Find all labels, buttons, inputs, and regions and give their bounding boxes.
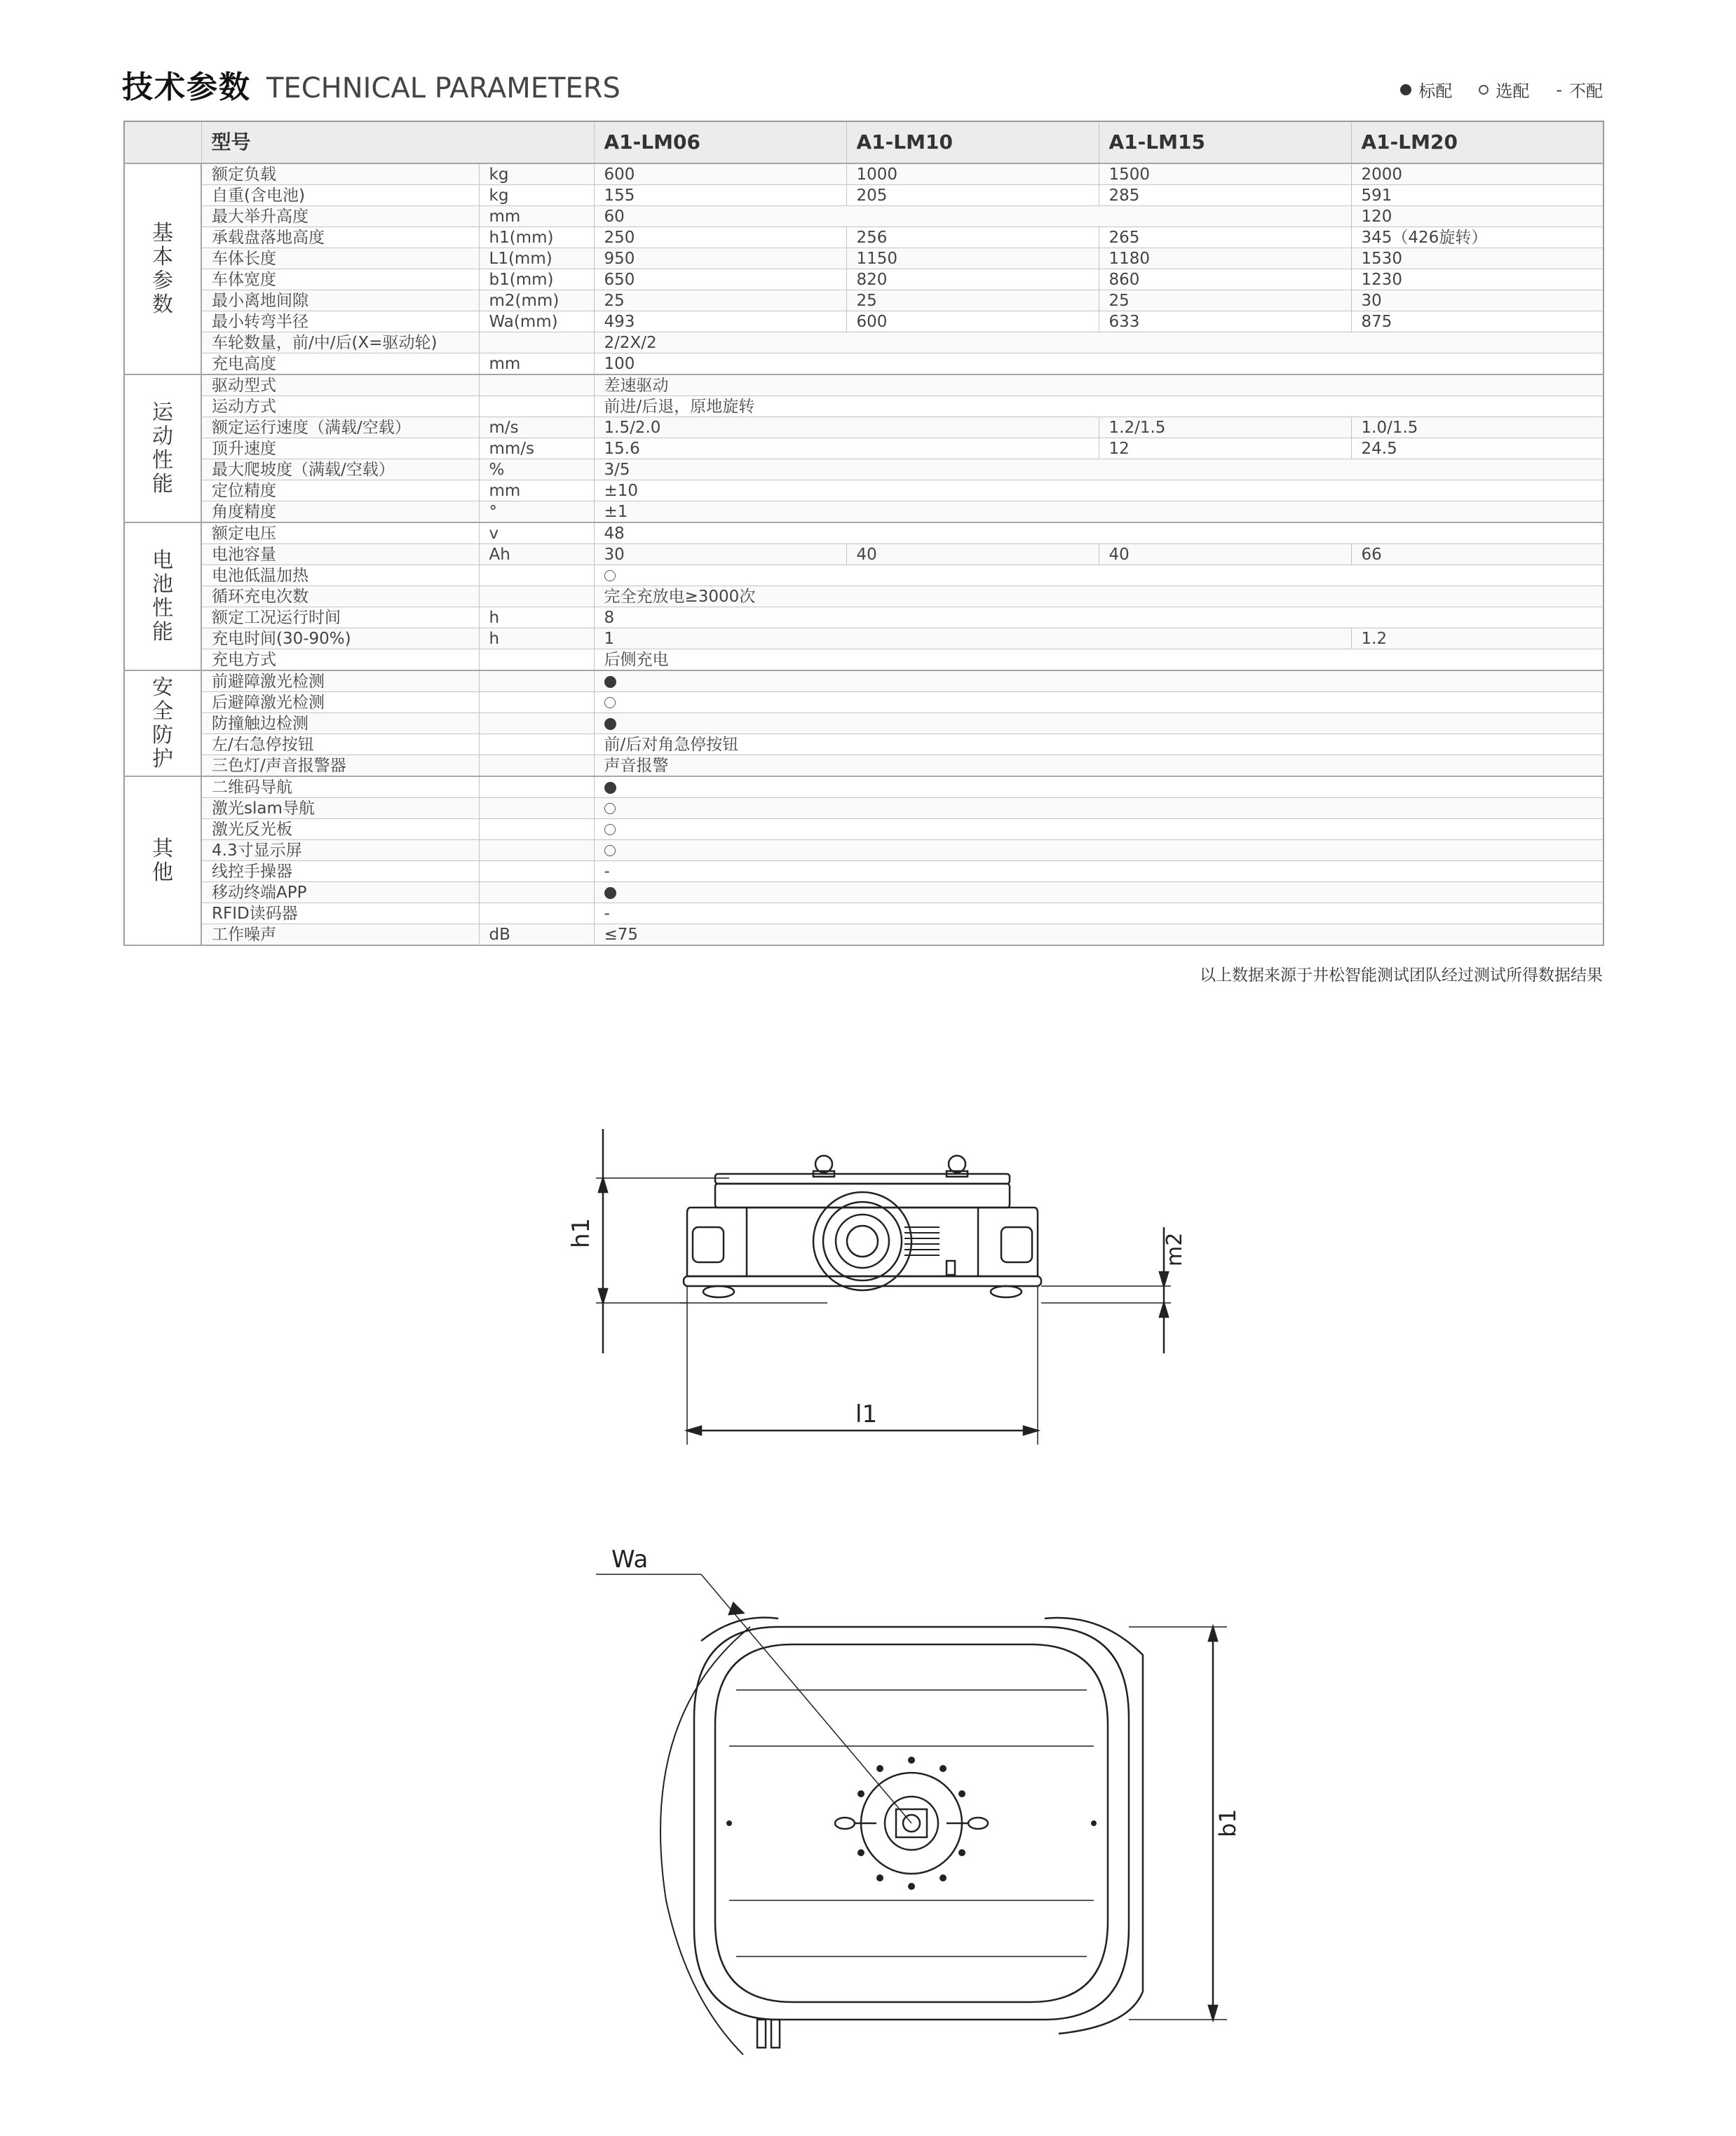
legend-standard: 标配 (1400, 77, 1452, 102)
param-value: 600 (846, 311, 1099, 332)
param-unit: h (479, 607, 594, 628)
table-row (124, 713, 1603, 734)
param-value: 256 (846, 227, 1099, 248)
table-row (124, 417, 1603, 438)
param-unit: Ah (479, 544, 594, 565)
param-value: 250 (594, 227, 846, 248)
param-unit (479, 776, 594, 798)
param-unit (479, 565, 594, 586)
optional-circle-icon (604, 803, 616, 814)
title-chinese: 技术参数 (122, 69, 251, 105)
param-value: 40 (1099, 544, 1351, 565)
param-value: 25 (594, 290, 846, 311)
param-value (594, 798, 1603, 819)
param-value: 差速驱动 (594, 374, 1603, 396)
param-value: 285 (1099, 185, 1351, 206)
param-value: 48 (594, 522, 1603, 544)
param-value: 1 (594, 628, 1351, 649)
table-row (124, 628, 1603, 649)
spec-table (123, 121, 1604, 946)
param-value: 100 (594, 353, 1603, 375)
param-value: 650 (594, 269, 846, 290)
param-value: 1.5/2.0 (594, 417, 1099, 438)
param-value: 265 (1099, 227, 1351, 248)
param-unit (479, 374, 594, 396)
label-b1: b1 (1214, 1809, 1241, 1837)
param-unit: Wa(mm) (479, 311, 594, 332)
param-value: 声音报警 (594, 755, 1603, 777)
param-unit (479, 819, 594, 840)
hollow-circle-icon (1479, 85, 1489, 95)
param-value: 950 (594, 248, 846, 269)
header-model-a1-lm06: A1-LM06 (594, 121, 846, 163)
table-row (124, 649, 1603, 671)
param-name: 激光slam导航 (201, 798, 479, 819)
param-value: ±1 (594, 501, 1603, 523)
param-value: - (594, 861, 1603, 882)
param-value: 1230 (1351, 269, 1603, 290)
param-unit (479, 882, 594, 903)
optional-circle-icon (604, 845, 616, 856)
param-name: 最大爬坡度（满载/空载） (201, 459, 479, 480)
table-row (124, 438, 1603, 459)
category-cell (124, 670, 201, 776)
param-unit (479, 840, 594, 861)
param-name: 最小离地间隙 (201, 290, 479, 311)
param-name: 驱动型式 (201, 374, 479, 396)
category-cell (124, 776, 201, 945)
table-row (124, 290, 1603, 311)
table-row (124, 522, 1603, 544)
param-name: 移动终端APP (201, 882, 479, 903)
param-name: 激光反光板 (201, 819, 479, 840)
table-row (124, 501, 1603, 523)
param-name: 定位精度 (201, 480, 479, 501)
filled-dot-icon (1400, 84, 1411, 95)
label-h1: h1 (567, 1217, 595, 1248)
label-wa: Wa (611, 1546, 649, 1574)
table-row (124, 819, 1603, 840)
table-row (124, 185, 1603, 206)
param-value: 前/后对角急停按钮 (594, 734, 1603, 755)
param-value (594, 692, 1603, 713)
param-name: 车体宽度 (201, 269, 479, 290)
param-value (594, 713, 1603, 734)
param-value: 25 (846, 290, 1099, 311)
table-row (124, 459, 1603, 480)
legend-optional: 选配 (1479, 77, 1529, 102)
param-name: 顶升速度 (201, 438, 479, 459)
table-row (124, 882, 1603, 903)
param-name: 运动方式 (201, 396, 479, 417)
table-row (124, 776, 1603, 798)
param-value: 875 (1351, 311, 1603, 332)
header-model-a1-lm20: A1-LM20 (1351, 121, 1603, 163)
table-header-row (124, 121, 1603, 163)
param-unit: m/s (479, 417, 594, 438)
table-row (124, 924, 1603, 946)
param-unit: L1(mm) (479, 248, 594, 269)
table-row (124, 311, 1603, 332)
optional-circle-icon (604, 570, 616, 581)
param-value: 后侧充电 (594, 649, 1603, 671)
table-row (124, 861, 1603, 882)
param-value (594, 776, 1603, 798)
param-name: RFID读码器 (201, 903, 479, 924)
param-name: 充电时间(30-90%) (201, 628, 479, 649)
category-cell (124, 522, 201, 670)
param-value: 1.2 (1351, 628, 1603, 649)
table-row (124, 798, 1603, 819)
title-english: TECHNICAL PARAMETERS (266, 72, 621, 104)
standard-dot-icon (604, 676, 616, 688)
standard-dot-icon (604, 782, 616, 794)
table-row (124, 607, 1603, 628)
param-value: 120 (1351, 206, 1603, 227)
param-value: 15.6 (594, 438, 1099, 459)
legend-none: - 不配 (1556, 79, 1603, 101)
param-name: 电池容量 (201, 544, 479, 565)
param-value: 前进/后退，原地旋转 (594, 396, 1603, 417)
category-label: 其他 (152, 836, 173, 885)
param-unit (479, 332, 594, 353)
param-name: 循环充电次数 (201, 586, 479, 607)
param-value (594, 565, 1603, 586)
param-name: 车轮数量，前/中/后(X=驱动轮) (201, 332, 479, 353)
table-row (124, 374, 1603, 396)
param-unit: h (479, 628, 594, 649)
param-value: 2000 (1351, 163, 1603, 185)
param-value: 30 (594, 544, 846, 565)
param-name: 最小转弯半径 (201, 311, 479, 332)
table-row (124, 206, 1603, 227)
table-row (124, 544, 1603, 565)
param-value: 3/5 (594, 459, 1603, 480)
param-name: 4.3寸显示屏 (201, 840, 479, 861)
optional-circle-icon (604, 697, 616, 708)
label-l1: l1 (855, 1400, 878, 1428)
standard-dot-icon (604, 887, 616, 899)
param-name: 电池低温加热 (201, 565, 479, 586)
side-view-drawing (567, 1115, 1220, 1452)
param-unit (479, 670, 594, 692)
param-value: 1000 (846, 163, 1099, 185)
table-row (124, 332, 1603, 353)
param-value: 1530 (1351, 248, 1603, 269)
param-unit: ° (479, 501, 594, 523)
param-value (594, 882, 1603, 903)
param-unit (479, 396, 594, 417)
header-model-a1-lm15: A1-LM15 (1099, 121, 1351, 163)
param-unit: m2(mm) (479, 290, 594, 311)
category-label: 安全防护 (152, 675, 173, 771)
param-unit (479, 755, 594, 777)
param-value: - (594, 903, 1603, 924)
param-value: 8 (594, 607, 1603, 628)
category-label: 电池性能 (152, 548, 173, 644)
param-value: 633 (1099, 311, 1351, 332)
param-value: 1500 (1099, 163, 1351, 185)
param-unit: v (479, 522, 594, 544)
param-value: 60 (594, 206, 1351, 227)
table-row (124, 565, 1603, 586)
param-name: 防撞触边检测 (201, 713, 479, 734)
table-row (124, 840, 1603, 861)
top-view-drawing (596, 1536, 1241, 2055)
param-name: 车体长度 (201, 248, 479, 269)
param-name: 额定负载 (201, 163, 479, 185)
param-value: 30 (1351, 290, 1603, 311)
param-unit (479, 861, 594, 882)
param-name: 前避障激光检测 (201, 670, 479, 692)
param-value: 1180 (1099, 248, 1351, 269)
header-model-a1-lm10: A1-LM10 (846, 121, 1099, 163)
param-unit: dB (479, 924, 594, 946)
table-row (124, 480, 1603, 501)
param-value: 25 (1099, 290, 1351, 311)
table-row (124, 755, 1603, 777)
optional-circle-icon (604, 824, 616, 835)
footnote: 以上数据来源于井松智能测试团队经过测试所得数据结果 (1200, 966, 1603, 985)
param-value: 591 (1351, 185, 1603, 206)
param-unit: mm (479, 353, 594, 375)
param-name: 三色灯/声音报警器 (201, 755, 479, 777)
param-name: 承载盘落地高度 (201, 227, 479, 248)
category-label: 基本参数 (152, 220, 173, 317)
param-unit: h1(mm) (479, 227, 594, 248)
param-value: ≤75 (594, 924, 1603, 946)
param-unit: mm (479, 206, 594, 227)
param-value: 66 (1351, 544, 1603, 565)
standard-dot-icon (604, 718, 616, 730)
param-name: 后避障激光检测 (201, 692, 479, 713)
param-name: 额定运行速度（满载/空载） (201, 417, 479, 438)
param-unit (479, 903, 594, 924)
param-value: 155 (594, 185, 846, 206)
param-value: 24.5 (1351, 438, 1603, 459)
header-model-label: 型号 (201, 121, 594, 163)
param-value (594, 819, 1603, 840)
param-name: 额定电压 (201, 522, 479, 544)
legend (1400, 77, 1603, 102)
param-value: 345（426旋转） (1351, 227, 1603, 248)
param-name: 自重(含电池) (201, 185, 479, 206)
param-value (594, 670, 1603, 692)
param-unit: mm (479, 480, 594, 501)
param-value: 完全充放电≥3000次 (594, 586, 1603, 607)
table-row (124, 734, 1603, 755)
param-unit: kg (479, 163, 594, 185)
param-unit (479, 692, 594, 713)
category-cell (124, 163, 201, 374)
param-name: 额定工况运行时间 (201, 607, 479, 628)
table-row (124, 353, 1603, 375)
param-value: 2/2X/2 (594, 332, 1603, 353)
page-title (122, 62, 621, 107)
param-name: 左/右急停按钮 (201, 734, 479, 755)
param-value: 1.2/1.5 (1099, 417, 1351, 438)
category-cell (124, 374, 201, 522)
param-name: 线控手操器 (201, 861, 479, 882)
param-value: 40 (846, 544, 1099, 565)
param-unit (479, 586, 594, 607)
header-blank (124, 121, 201, 163)
table-row (124, 396, 1603, 417)
table-row (124, 586, 1603, 607)
dash-icon: - (1556, 79, 1562, 100)
table-row (124, 227, 1603, 248)
param-value: 600 (594, 163, 846, 185)
table-row (124, 903, 1603, 924)
param-name: 充电方式 (201, 649, 479, 671)
param-value: 205 (846, 185, 1099, 206)
param-name: 角度精度 (201, 501, 479, 523)
label-m2: m2 (1162, 1232, 1187, 1266)
param-unit (479, 734, 594, 755)
table-row (124, 670, 1603, 692)
param-name: 工作噪声 (201, 924, 479, 946)
param-value: 12 (1099, 438, 1351, 459)
table-row (124, 269, 1603, 290)
param-unit (479, 713, 594, 734)
param-name: 最大举升高度 (201, 206, 479, 227)
param-value: 1150 (846, 248, 1099, 269)
param-unit: b1(mm) (479, 269, 594, 290)
param-unit (479, 798, 594, 819)
param-value (594, 840, 1603, 861)
param-unit: kg (479, 185, 594, 206)
table-row (124, 163, 1603, 185)
table-row (124, 692, 1603, 713)
param-name: 充电高度 (201, 353, 479, 375)
category-label: 运动性能 (152, 400, 173, 496)
param-name: 二维码导航 (201, 776, 479, 798)
param-value: 860 (1099, 269, 1351, 290)
param-value: 493 (594, 311, 846, 332)
param-value: 820 (846, 269, 1099, 290)
param-value: 1.0/1.5 (1351, 417, 1603, 438)
param-value: ±10 (594, 480, 1603, 501)
param-unit (479, 649, 594, 671)
table-row (124, 248, 1603, 269)
param-unit: % (479, 459, 594, 480)
param-unit: mm/s (479, 438, 594, 459)
